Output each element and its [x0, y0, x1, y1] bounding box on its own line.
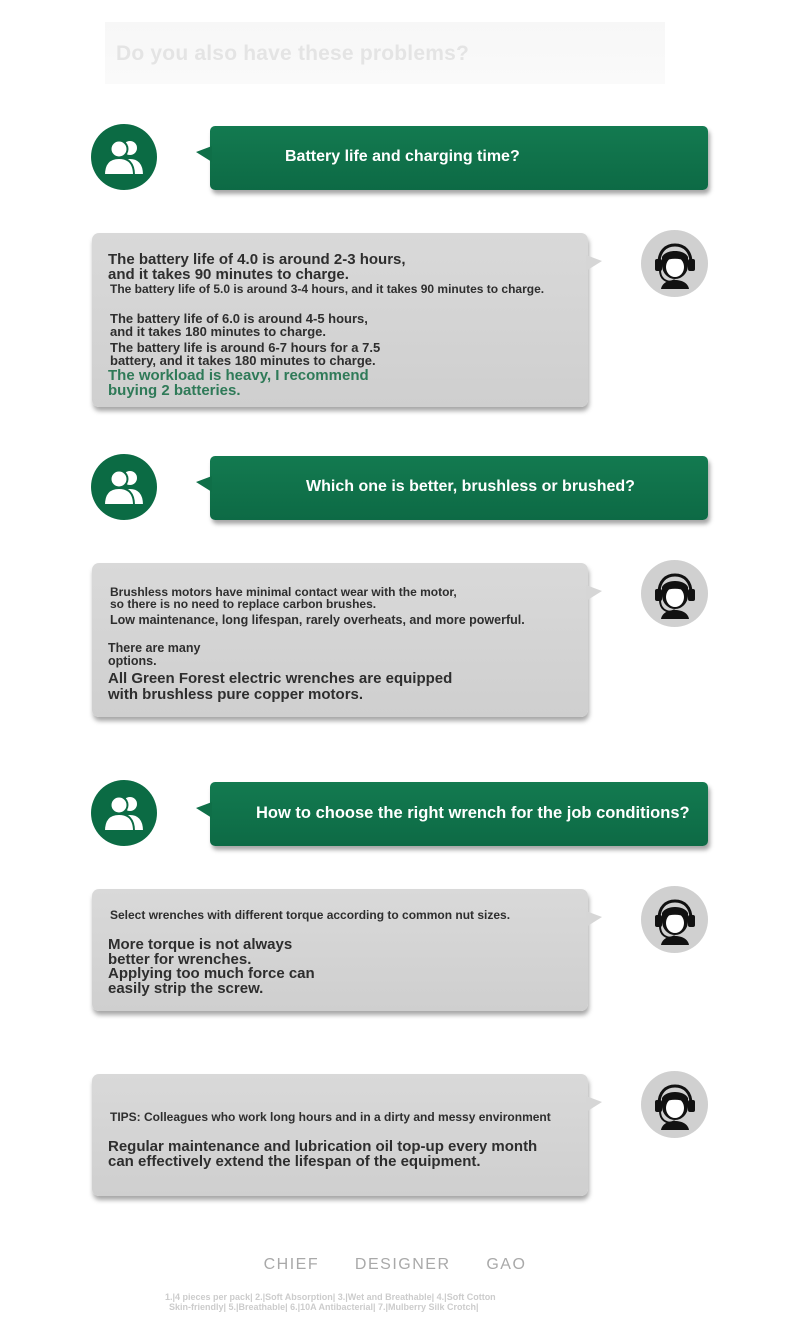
tips-line: TIPS: Colleagues who work long hours and in a dirty and messy environment — [110, 1110, 551, 1124]
answer-line: The battery life of 4.0 is around 2-3 hours, — [108, 251, 406, 268]
headset-agent-icon — [641, 886, 708, 953]
answer-line: Brushless motors have minimal contact wear with the motor, — [110, 585, 457, 599]
answer-line: There are many — [108, 641, 201, 655]
users-icon — [91, 124, 157, 190]
headset-agent-icon — [641, 230, 708, 297]
answer-line: Regular maintenance and lubrication oil top-up every month — [108, 1138, 538, 1155]
answer-line: Select wrenches with different torque according to common nut sizes. — [110, 908, 511, 922]
answer-bubble-1 — [92, 233, 588, 407]
answer-line: The battery life of 6.0 is around 4-5 hours, — [110, 311, 368, 326]
question-bubble-1 — [210, 126, 708, 190]
tips-bubble — [92, 1074, 588, 1196]
headset-agent-icon — [641, 560, 708, 627]
answer-line: All Green Forest electric wrenches are equipped — [108, 670, 453, 687]
question-text: How to choose the right wrench for the job conditions? — [256, 804, 690, 822]
answer-line: More torque is not always — [108, 936, 293, 953]
page-title: Do you also have these problems? — [116, 42, 469, 65]
answer-line: so there is no need to replace carbon brushes. — [110, 597, 377, 611]
users-icon — [91, 454, 157, 520]
designer-signature: CHIEF DESIGNER GAO — [263, 1256, 527, 1273]
question-text: Which one is better, brushless or brushed? — [306, 478, 635, 495]
footnote-line-1: 1.|4 pieces per pack| 2.|Soft Absorption| 3.|Wet and Breathable| 4.|Soft Cotton — [165, 1292, 496, 1302]
answer-line: and it takes 180 minutes to charge. — [110, 324, 327, 339]
answer-line: with brushless pure copper motors. — [108, 686, 364, 703]
answer-line: and it takes 90 minutes to charge. — [108, 266, 349, 283]
recommendation-line: buying 2 batteries. — [108, 382, 241, 399]
answer-line: easily strip the screw. — [108, 980, 264, 997]
answer-bubble-2 — [92, 563, 588, 717]
answer-line: Applying too much force can — [108, 965, 315, 982]
answer-line: The battery life is around 6-7 hours for a 7.5 — [110, 340, 381, 355]
answer-bubble-3 — [92, 889, 588, 1011]
answer-line: options. — [108, 654, 157, 668]
question-bubble-3 — [210, 782, 708, 846]
answer-line: better for wrenches. — [108, 951, 252, 968]
question-text: Battery life and charging time? — [285, 148, 520, 165]
answer-line: Low maintenance, long lifespan, rarely overheats, and more powerful. — [110, 613, 525, 627]
answer-line: battery, and it takes 180 minutes to charge. — [110, 353, 376, 368]
recommendation-line: The workload is heavy, I recommend — [108, 367, 369, 384]
headset-agent-icon — [641, 1071, 708, 1138]
question-bubble-2 — [210, 456, 708, 520]
answer-line: The battery life of 5.0 is around 3-4 hours, and it takes 90 minutes to charge. — [110, 282, 545, 296]
users-icon — [91, 780, 157, 846]
answer-line: can effectively extend the lifespan of the equipment. — [108, 1153, 481, 1170]
footnote-line-2: Skin-friendly| 5.|Breathable| 6.|10A Antibacterial| 7.|Mulberry Silk Crotch| — [169, 1302, 479, 1312]
